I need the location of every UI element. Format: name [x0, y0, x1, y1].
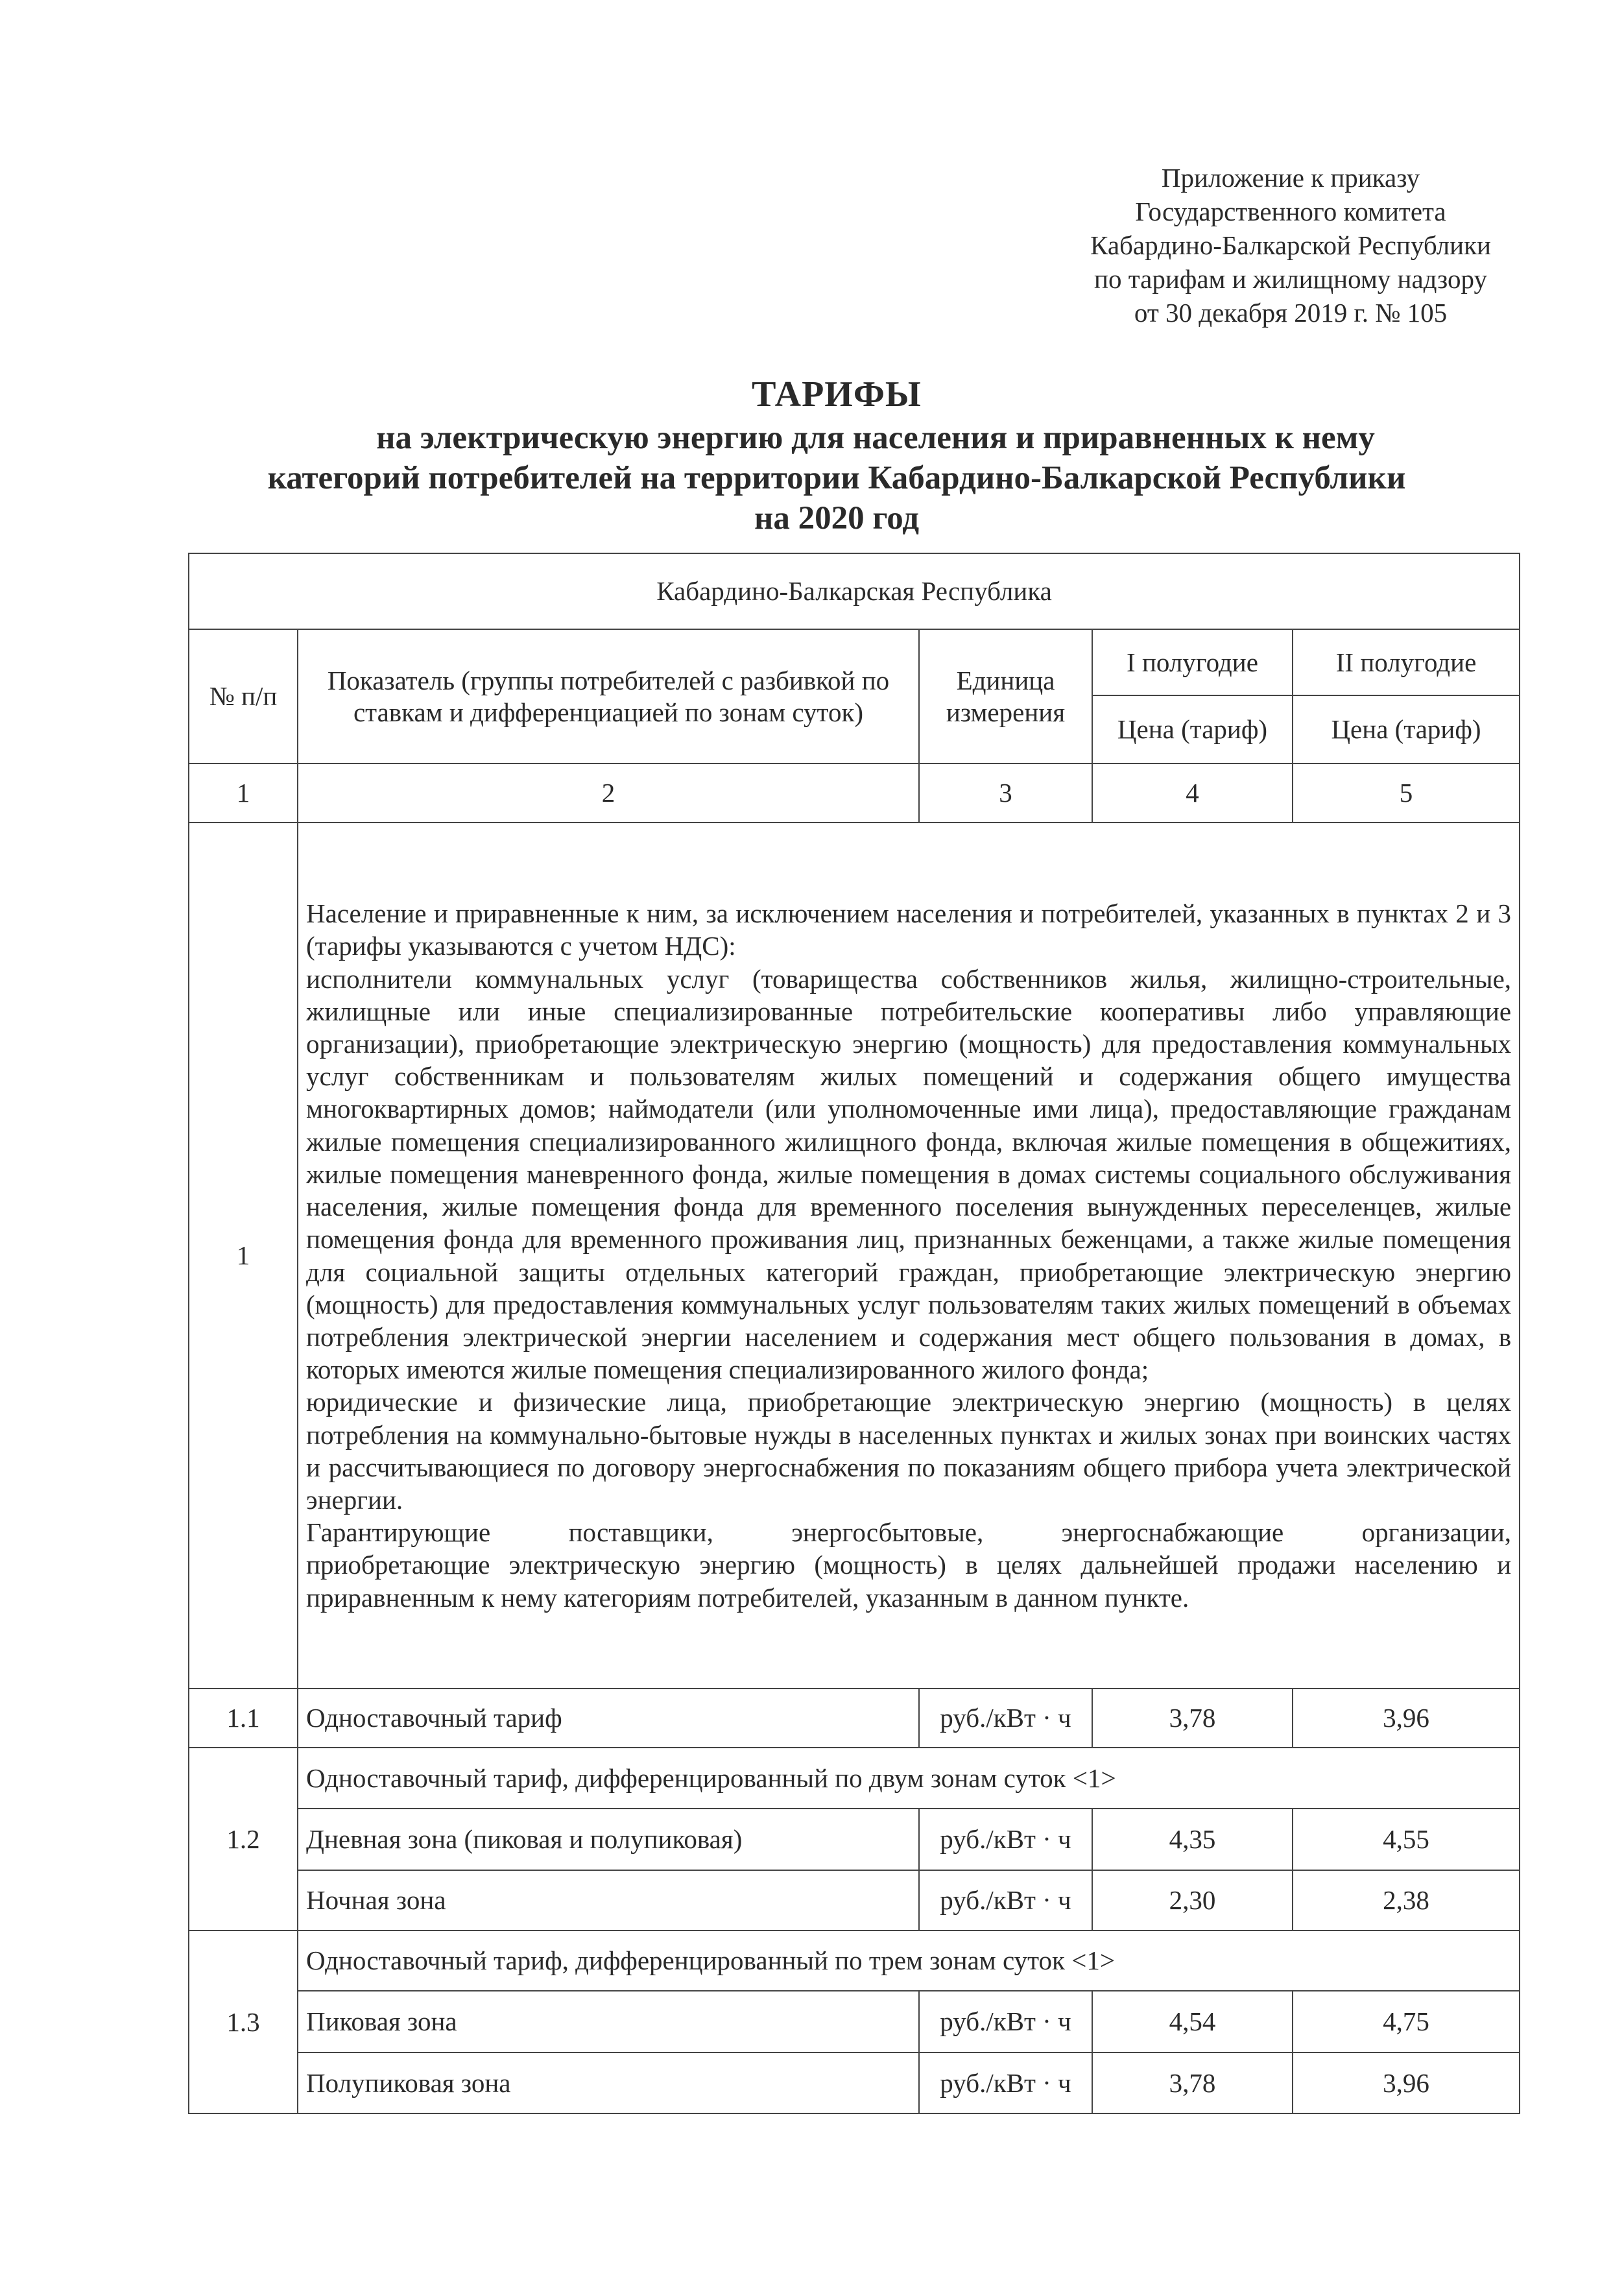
- row-value-h2: 3,96: [1293, 1689, 1520, 1748]
- title-line: на электрическую энергию для населения и приравненных к нему: [376, 420, 1375, 456]
- row-1-2-day: [189, 1809, 1520, 1870]
- row-value-h2: 3,96: [1293, 2052, 1520, 2113]
- section-1-num: 1: [189, 823, 298, 1689]
- row-label: Дневная зона (пиковая и полупиковая): [298, 1809, 919, 1870]
- section-1-paragraph: Население и приравненные к ним, за исключением населения и потребителей, указанных в пунктах 2 и 3 (тарифы указываются с учетом НДС):: [306, 898, 1512, 961]
- region-row: [189, 553, 1520, 629]
- row-value-h2: 2,38: [1293, 1870, 1520, 1931]
- row-unit: руб./кВт · ч: [919, 1689, 1092, 1748]
- document-title: [156, 371, 1518, 538]
- header-price2: Цена (тариф): [1293, 695, 1520, 764]
- column-number: 3: [919, 764, 1092, 823]
- row-value-h2: 4,55: [1293, 1809, 1520, 1870]
- appendix-line: от 30 декабря 2019 г. № 105: [1134, 298, 1448, 328]
- column-number: 2: [298, 764, 919, 823]
- tariff-table: [188, 553, 1520, 2114]
- row-1-3-peak: [189, 1991, 1520, 2052]
- header-half1: I полугодие: [1092, 629, 1293, 695]
- row-label: Пиковая зона: [298, 1991, 919, 2052]
- header-num: № п/п: [189, 629, 298, 764]
- row-num: 1.3: [189, 1931, 298, 2113]
- row-1-2-night: [189, 1870, 1520, 1931]
- row-group-header: Одноставочный тариф, дифференцированный по трем зонам суток <1>: [298, 1931, 1520, 1991]
- row-label: Одноставочный тариф: [298, 1689, 919, 1748]
- section-1-paragraph: приобретающие электрическую энергию (мощность) в целях дальнейшей продажи населению и приравненным к нему категориям потребителей, указанным в данном пункте.: [306, 1550, 1512, 1613]
- section-1-row: [189, 823, 1520, 1689]
- section-1-paragraph: исполнители коммунальных услуг (товарищества собственников жилья, жилищно-строительные, жилищные или иные специализированные потребительские кооперативы либо управляющие организации), приобретающие электрическую энергию (мощность) для предоставления коммунальных услуг собственникам и пользователям жилых помещений и содержания общего имущества многоквартирных домов; наймодатели (или уполномоченные ими лица), предоставляющие гражданам жилые помещения специализированного жилищного фонда, включая жилые помещения в общежитиях, жилые помещения маневренного фонда, жилые помещения в домах системы социального обслуживания населения, жилые помещения фонда для временного поселения вынужденных переселенцев, жилые помещения фонда для временного проживания лиц, признанных беженцами, а также жилые помещения для социальной защиты отдельных категорий граждан, приобретающие электрическую энергию (мощность) для предоставления коммунальных услуг пользователям таких жилых помещений в объемах потребления электрической энергии населением и содержания мест общего пользования в домах, в которых имеются жилые помещения специализированного жилого фонда;: [306, 963, 1512, 1385]
- header-unit: Единица измерения: [919, 629, 1092, 764]
- appendix-line: Государственного комитета: [1135, 197, 1446, 226]
- appendix-line: Приложение к приказу: [1161, 163, 1420, 193]
- column-number: 5: [1293, 764, 1520, 823]
- row-unit: руб./кВт · ч: [919, 2052, 1092, 2113]
- title-main: ТАРИФЫ: [752, 374, 922, 415]
- row-unit: руб./кВт · ч: [919, 1870, 1092, 1931]
- row-label: Ночная зона: [298, 1870, 919, 1931]
- section-1-text: [298, 823, 1520, 1689]
- row-1-2-header: [189, 1748, 1520, 1809]
- header-row: [189, 629, 1520, 695]
- column-number: 4: [1092, 764, 1293, 823]
- section-1-paragraph: Гарантирующие поставщики, энергосбытовые, энергоснабжающие организации,: [306, 1517, 1512, 1548]
- row-value-h1: 2,30: [1092, 1870, 1293, 1931]
- row-group-header: Одноставочный тариф, дифференцированный по двум зонам суток <1>: [298, 1748, 1520, 1809]
- row-num: 1.1: [189, 1689, 298, 1748]
- row-label: Полупиковая зона: [298, 2052, 919, 2113]
- title-line: на 2020 год: [754, 500, 920, 536]
- region-cell: Кабардино-Балкарская Республика: [189, 553, 1520, 629]
- appendix-line: по тарифам и жилищному надзору: [1094, 264, 1487, 294]
- row-num: 1.2: [189, 1748, 298, 1931]
- appendix-line: Кабардино-Балкарской Республики: [1090, 230, 1491, 260]
- row-value-h2: 4,75: [1293, 1991, 1520, 2052]
- row-value-h1: 3,78: [1092, 1689, 1293, 1748]
- row-1-3-header: [189, 1931, 1520, 1991]
- row-value-h1: 3,78: [1092, 2052, 1293, 2113]
- row-value-h1: 4,35: [1092, 1809, 1293, 1870]
- header-price1: Цена (тариф): [1092, 695, 1293, 764]
- column-numbers-row: [189, 764, 1520, 823]
- section-1-paragraph: юридические и физические лица, приобретающие электрическую энергию (мощность) в целях потребления на коммунально-бытовые нужды в населенных пунктах и жилых зонах при воинских частях и рассчитывающиеся по договору энергоснабжения по показаниям общего прибора учета электрической энергии.: [306, 1387, 1512, 1515]
- row-value-h1: 4,54: [1092, 1991, 1293, 2052]
- title-line: категорий потребителей на территории Кабардино-Балкарской Республики: [267, 460, 1406, 496]
- row-1-1: [189, 1689, 1520, 1748]
- column-number: 1: [189, 764, 298, 823]
- row-1-3-semipeak: [189, 2052, 1520, 2113]
- row-unit: руб./кВт · ч: [919, 1809, 1092, 1870]
- header-half2: II полугодие: [1293, 629, 1520, 695]
- appendix-block: [1012, 161, 1570, 330]
- row-unit: руб./кВт · ч: [919, 1991, 1092, 2052]
- header-indicator: Показатель (группы потребителей с разбивкой по ставкам и дифференциацией по зонам суток): [298, 629, 919, 764]
